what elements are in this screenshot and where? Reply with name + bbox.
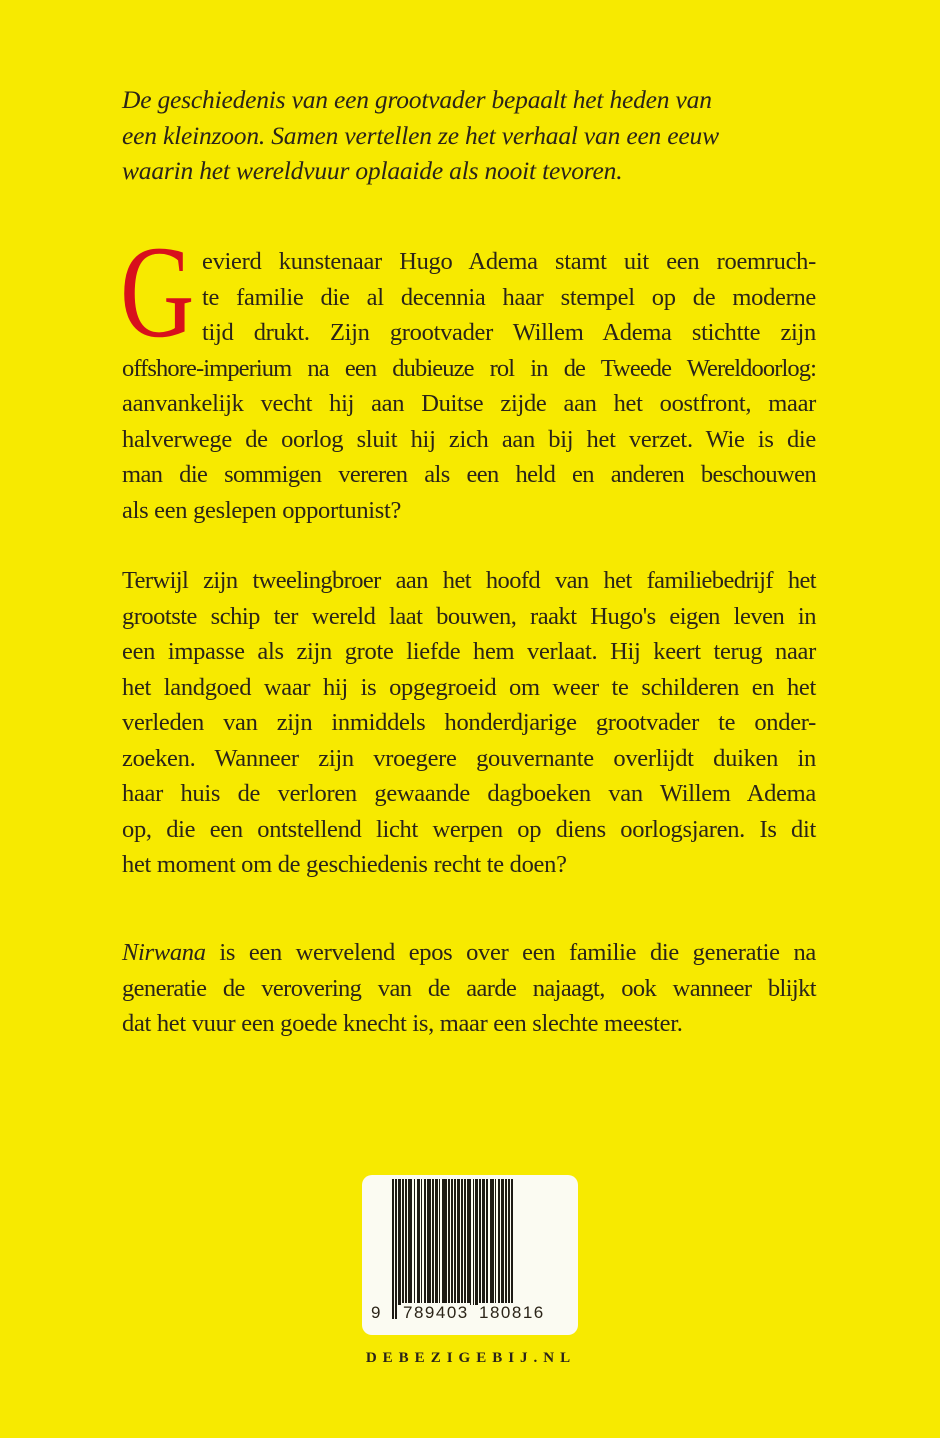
isbn-group-1: 789403 [403,1303,469,1322]
paragraph-line: evierd kunstenaar Hugo Adema stamt uit een roemruch- [202,248,816,275]
intro-line: een kleinzoon. Samen vertellen ze het verhaal van een eeuw [122,120,719,150]
paragraph-line: op, die een ontstellend licht werpen op diens oorlogsjaren. Is dit [122,815,816,843]
paragraph-line: een impasse als zijn grote liefde hem verlaat. Hij keert terug naar [122,638,816,665]
intro-line: De geschiedenis van een grootvader bepaalt het heden van [122,85,712,114]
paragraph-line: verleden van zijn inmiddels honderdjarige grootvader te onder- [122,709,816,736]
paragraph-line: Terwijl zijn tweelingbroer aan het hoofd van het familiebedrijf het [122,567,816,594]
paragraph-line: tijd drukt. Zijn grootvader Willem Adema stichtte zijn [202,319,816,346]
paragraph-line: haar huis de verloren gewaande dagboeken van Willem Adema [122,780,816,807]
paragraph-line: het moment om de geschiedenis recht te doen? [122,851,567,878]
isbn-barcode [362,1175,578,1335]
paragraph-line: dat het vuur een goede knecht is, maar een slechte meester. [122,1010,683,1037]
book-title: Nirwana [122,939,206,966]
paragraph-line: offshore-imperium na een dubieuze rol in de Tweede Wereldoorlog: [122,354,816,382]
paragraph-line: te familie die al decennia haar stempel op de moderne [202,283,816,311]
paragraph-line: generatie de verovering van de aarde najaagt, ook wanneer blijkt [122,974,816,1002]
barcode-bars [392,1179,562,1315]
paragraph-line: halverwege de oorlog sluit hij zich aan bij het verzet. Wie is die [122,425,816,453]
paragraph-line: zoeken. Wanneer zijn vroegere gouvernante overlijdt duiken in [122,744,816,772]
body-paragraph-2 [122,563,816,883]
isbn-group-2: 180816 [479,1303,545,1322]
body-paragraph-1 [122,244,816,528]
body-paragraph-3 [122,935,816,1042]
paragraph-line: aanvankelijk vecht hij aan Duitse zijde aan het oostfront, maar [122,390,816,417]
drop-cap-letter: G [120,218,195,365]
paragraph-line: als een geslepen opportunist? [122,496,402,524]
paragraph-line: man die sommigen vereren als een held en anderen beschouwen [122,461,816,488]
intro-line: waarin het wereldvuur oplaaide als nooit tevoren. [122,156,623,185]
paragraph-line [122,935,816,971]
paragraph-line: grootste schip ter wereld laat bouwen, raakt Hugo's eigen leven in [122,602,816,630]
paragraph-line: het landgoed waar hij is opgegroeid om weer te schilderen en het [122,673,816,701]
paragraph-line-rest: is een wervelend epos over een familie die generatie na [205,939,816,966]
publisher-website: DEBEZIGEBIJ.NL [365,1350,577,1366]
intro-blurb [122,82,822,189]
isbn-prefix-digit: 9 [371,1303,382,1322]
